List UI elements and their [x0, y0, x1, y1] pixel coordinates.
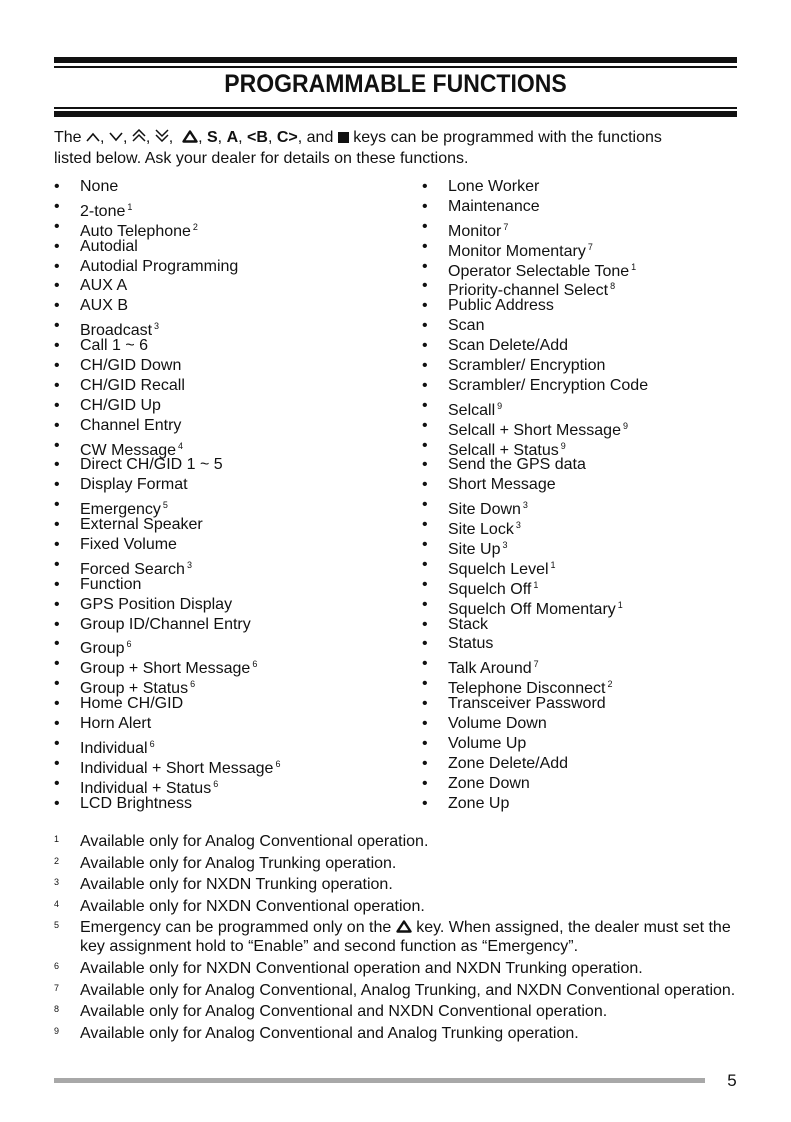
function-label: Site Lock: [448, 521, 514, 539]
footnotes: [54, 832, 737, 1045]
footnote-ref: 2: [607, 679, 613, 690]
function-label: 2-tone: [80, 202, 126, 220]
footnote-text: Available only for Analog Trunking operation.: [80, 854, 397, 872]
function-item: [422, 654, 648, 678]
function-item: [422, 595, 648, 618]
down-chevron-icon: [109, 132, 123, 142]
footnote-ref: 1: [127, 201, 133, 212]
function-label: Operator Selectable Tone: [448, 262, 630, 280]
function-item: [54, 197, 280, 220]
footnote-ref: 9: [622, 420, 628, 431]
function-item: [422, 217, 648, 240]
footnote-item: [54, 1024, 737, 1043]
function-item: [422, 495, 648, 519]
function-item: [54, 416, 280, 436]
footnote-ref: 1: [631, 261, 637, 272]
function-item: [54, 634, 280, 658]
footnote-text: key. When assigned, the dealer must set the key assignment hold to “Enable” and second function as “Emergency”.: [80, 919, 731, 956]
function-label: Site Down: [448, 501, 521, 519]
function-label: Squelch Off Momentary: [448, 600, 616, 618]
function-item: [422, 436, 648, 459]
function-item: [422, 694, 648, 714]
function-label: Emergency: [80, 501, 161, 519]
function-item: [422, 555, 648, 578]
function-item: [54, 694, 280, 714]
function-item: [422, 615, 648, 635]
function-item: [54, 436, 280, 459]
footnote-item: [54, 918, 737, 956]
footnote-mark: 4: [54, 898, 60, 909]
header-rule-bottom-thin: [54, 107, 737, 109]
function-item: [54, 754, 281, 777]
function-label: Talk Around: [448, 660, 532, 678]
footnote-ref: 6: [213, 778, 219, 789]
function-label: Squelch Off: [448, 580, 532, 598]
function-item: [54, 296, 280, 316]
function-item: [54, 575, 280, 595]
footnote-ref: 3: [502, 540, 508, 551]
function-item: [422, 276, 648, 300]
footnote-item: [54, 832, 737, 851]
function-label: Selcall + Status: [448, 441, 559, 459]
footnote-ref: 7: [587, 241, 593, 252]
up-chevron-icon: [86, 132, 100, 142]
function-item: [54, 217, 280, 240]
function-item: [54, 376, 280, 396]
footnote-item: [54, 1002, 737, 1021]
function-label: Telephone Disconnect: [448, 680, 606, 698]
footnote-text: Available only for NXDN Trunking operation.: [80, 876, 393, 894]
function-label: Lone Worker: [448, 178, 540, 195]
square-key-icon: [338, 132, 349, 143]
function-item: [422, 177, 648, 197]
function-item: [54, 535, 280, 555]
footer-bar: [54, 1078, 705, 1083]
function-item: [54, 356, 280, 376]
footnote-ref: 3: [186, 559, 192, 570]
function-label: Zone Down: [448, 774, 530, 792]
footnote-mark: 1: [54, 834, 60, 844]
footnote-text: Emergency can be programmed only on the: [80, 919, 392, 937]
function-item: [422, 296, 648, 316]
function-label: Individual + Status: [80, 779, 212, 797]
function-label: Group ID/Channel Entry: [80, 615, 251, 633]
function-item: [422, 734, 648, 754]
function-label: Monitor: [448, 222, 502, 240]
function-item: [54, 595, 280, 615]
triangle-key-icon: [396, 920, 412, 933]
function-label: Maintenance: [448, 197, 540, 215]
function-item: [54, 654, 280, 678]
function-label: Scan Delete/Add: [448, 337, 569, 355]
function-item: [54, 714, 280, 734]
function-item: [422, 754, 648, 774]
function-item: [54, 257, 280, 277]
function-item: [422, 197, 648, 217]
function-label: Priority-channel Select: [448, 282, 609, 300]
function-label: AUX B: [80, 297, 129, 315]
function-item: [422, 634, 648, 654]
double-down-chevron-icon: [155, 129, 169, 142]
footnote-ref: 6: [126, 639, 132, 650]
function-label: Fixed Volume: [80, 536, 177, 554]
footnote-mark: 2: [54, 855, 60, 866]
function-item: [54, 237, 280, 257]
function-label: Status: [448, 635, 494, 653]
function-label: Group + Status: [80, 680, 189, 698]
function-label: CH/GID Down: [80, 357, 182, 375]
function-item: [422, 356, 648, 376]
footnote-ref: 9: [560, 440, 566, 451]
function-label: Forced Search: [80, 560, 185, 578]
function-label: Site Up: [448, 541, 501, 559]
footnote-mark: 7: [54, 982, 60, 993]
function-item: [422, 475, 648, 495]
function-item: [54, 396, 280, 416]
function-label: Scan: [448, 317, 485, 335]
double-up-chevron-icon: [132, 129, 146, 142]
function-label: None: [80, 178, 119, 195]
function-label: Transceiver Password: [448, 695, 606, 713]
footnote-text: Available only for Analog Conventional, Analog Trunking, and NXDN Conventional operation.: [80, 981, 736, 999]
footnote-ref: 7: [503, 221, 509, 232]
function-label: Squelch Level: [448, 560, 549, 578]
function-label: CW Message: [80, 441, 177, 459]
footnote-mark: 6: [54, 960, 60, 971]
function-label: CH/GID Up: [80, 396, 161, 414]
function-item: [54, 674, 280, 698]
footnote-item: [54, 959, 737, 978]
function-item: [54, 455, 280, 475]
footnote-ref: 3: [522, 500, 528, 511]
function-item: [54, 615, 280, 635]
footnote-ref: 1: [533, 579, 539, 590]
footnote-item: [54, 897, 737, 916]
footnote-ref: 6: [275, 758, 281, 769]
function-label: Short Message: [448, 476, 556, 494]
function-label: Scrambler/ Encryption: [448, 357, 606, 375]
page-number: 5: [727, 1071, 737, 1090]
function-label: Group + Short Message: [80, 660, 251, 678]
function-item: [422, 794, 648, 814]
function-item: [422, 714, 648, 734]
function-label: Zone Delete/Add: [448, 754, 569, 772]
function-label: Home CH/GID: [80, 695, 184, 713]
function-item: [54, 555, 280, 578]
function-label: Auto Telephone: [80, 222, 191, 240]
footnote-ref: 1: [550, 559, 556, 570]
footnote-mark: 9: [54, 1025, 60, 1036]
function-label: CH/GID Recall: [80, 376, 185, 394]
footnote-ref: 6: [190, 679, 196, 690]
footnote-ref: 1: [617, 599, 623, 610]
function-label: Individual: [80, 739, 148, 757]
footnote-text: Available only for Analog Conventional and NXDN Conventional operation.: [80, 1003, 608, 1021]
function-label: Volume Down: [448, 715, 547, 733]
footnote-text: Available only for Analog Conventional and Analog Trunking operation.: [80, 1024, 579, 1042]
function-item: [54, 316, 280, 340]
function-label: AUX A: [80, 277, 128, 295]
function-item: [54, 794, 280, 814]
function-item: [54, 515, 280, 535]
footnote-item: [54, 981, 737, 1000]
footnote-mark: 8: [54, 1004, 60, 1015]
function-label: Autodial Programming: [80, 257, 239, 275]
function-label: Volume Up: [448, 734, 527, 752]
function-label: Display Format: [80, 476, 188, 494]
function-label: Horn Alert: [80, 715, 152, 733]
function-label: Channel Entry: [80, 416, 182, 434]
function-label: Selcall: [448, 401, 496, 419]
function-item: [422, 535, 648, 559]
function-item: [54, 734, 280, 757]
function-item: [54, 774, 280, 797]
function-item: [422, 674, 648, 698]
footnote-ref: 7: [533, 659, 539, 670]
function-item: [422, 455, 648, 475]
function-item: [54, 495, 280, 519]
footnote-ref: 8: [610, 281, 616, 292]
function-label: GPS Position Display: [80, 595, 233, 613]
function-label: Public Address: [448, 297, 554, 315]
function-item: [422, 416, 648, 439]
function-label: Individual + Short Message: [80, 759, 274, 777]
footnote-text: Available only for Analog Conventional operation.: [80, 833, 429, 850]
footnote-ref: 3: [515, 520, 521, 531]
footnote-text: Available only for NXDN Conventional operation and NXDN Trunking operation.: [80, 959, 643, 977]
function-label: Call 1 ~ 6: [80, 337, 149, 355]
function-label: Group: [80, 640, 125, 658]
footnote-ref: 4: [178, 440, 184, 451]
triangle-key-icon: [182, 130, 198, 143]
function-label: Function: [80, 575, 142, 593]
function-item: [422, 376, 648, 396]
function-list-left: [54, 177, 280, 814]
function-item: [422, 316, 648, 336]
footnote-text: Available only for NXDN Conventional operation.: [80, 897, 425, 915]
footnote-mark: 5: [54, 920, 60, 931]
header-rule-bottom: [54, 111, 737, 117]
function-label: Autodial: [80, 237, 138, 255]
function-item: [54, 177, 280, 197]
function-item: [422, 237, 648, 260]
function-label: Selcall + Short Message: [448, 421, 621, 439]
function-item: [422, 396, 648, 419]
header-rule-top-thin: [54, 66, 737, 68]
footnote-ref: 2: [192, 221, 198, 232]
function-label: Scrambler/ Encryption Code: [448, 376, 649, 394]
footnote-ref: 9: [497, 400, 503, 411]
function-item: [422, 336, 648, 356]
function-list-right: [422, 177, 648, 814]
footnote-ref: 3: [154, 321, 160, 332]
page-title: PROGRAMMABLE FUNCTIONS: [224, 70, 567, 98]
function-label: Direct CH/GID 1 ~ 5: [80, 456, 223, 474]
function-item: [422, 257, 648, 280]
footnote-mark: 3: [54, 877, 60, 888]
header-rule-top: [54, 57, 737, 63]
function-label: Zone Up: [448, 794, 510, 812]
footnote-ref: 6: [149, 738, 155, 749]
footnote-item: [54, 875, 737, 894]
function-label: Stack: [448, 615, 489, 633]
footnote-ref: 6: [252, 659, 258, 670]
function-label: Broadcast: [80, 322, 153, 340]
function-item: [54, 475, 280, 495]
function-label: External Speaker: [80, 516, 203, 534]
function-item: [422, 515, 648, 539]
function-item: [422, 575, 648, 598]
footnote-ref: 5: [162, 500, 168, 511]
function-label: Send the GPS data: [448, 456, 586, 474]
function-item: [54, 276, 280, 296]
function-item: [54, 336, 280, 356]
function-label: Monitor Momentary: [448, 242, 586, 260]
function-item: [422, 774, 648, 794]
footnote-item: [54, 854, 737, 873]
function-label: LCD Brightness: [80, 794, 193, 812]
intro-paragraph: The , , , , , S, A, <B, C>, and keys can be programmed with the functions listed below. Ask your dealer for details on these functions.: [54, 129, 662, 167]
